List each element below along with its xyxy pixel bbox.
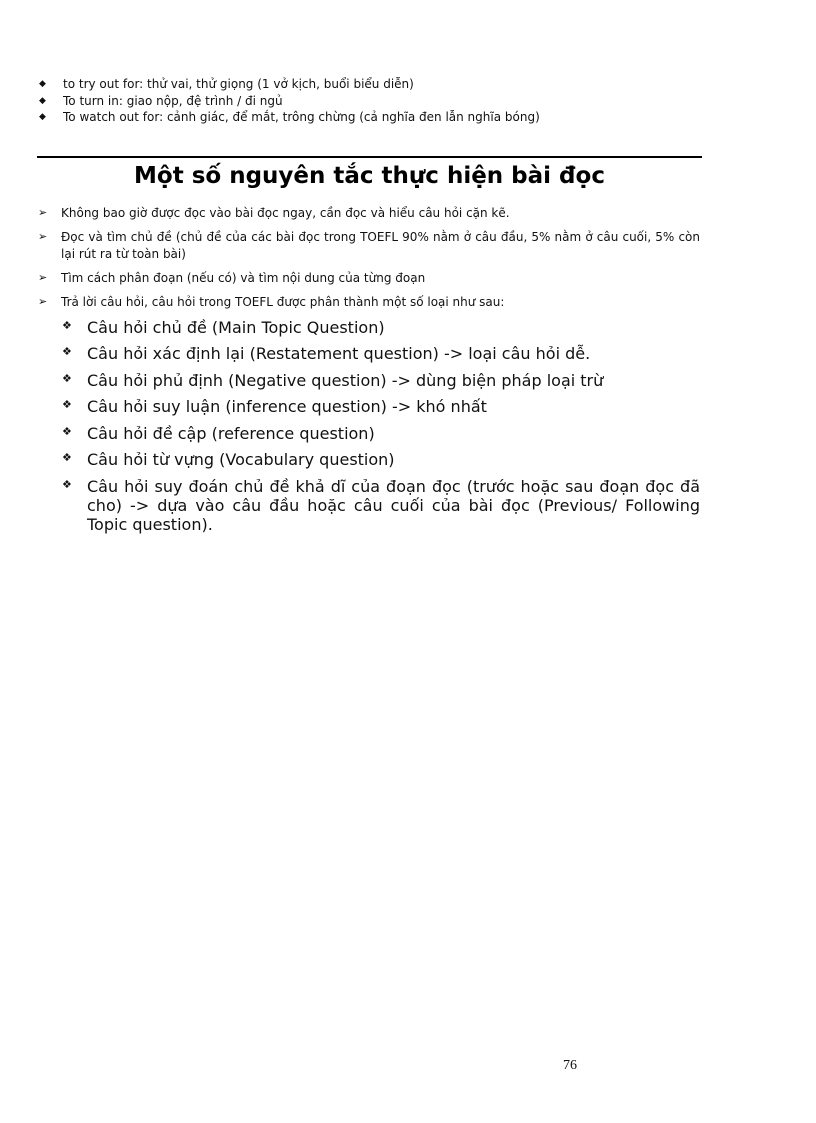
question-type-text: Câu hỏi phủ định (Negative question) -> dùng biện pháp loại trừ [87, 370, 604, 390]
arrow-bullet-icon: ➢ [38, 230, 48, 243]
question-type-text: Câu hỏi suy luận (inference question) -> khó nhất [87, 397, 487, 416]
list-item [38, 76, 718, 93]
section-divider [37, 156, 702, 158]
question-type-item [62, 318, 700, 337]
four-diamond-bullet-icon: ❖ [62, 398, 72, 411]
phrasal-verb-list [38, 76, 718, 126]
section-heading: Một số nguyên tắc thực hiện bài đọc [134, 163, 605, 189]
question-type-text: Câu hỏi suy đoán chủ đề khả dĩ của đoạn đọc (trước hoặc sau đoạn đọc đã cho) -> dựa vào câu đầu hoặc câu cuối của bài đọc (Previous/ Following Topic question). [87, 476, 700, 534]
four-diamond-bullet-icon: ❖ [62, 451, 72, 464]
four-diamond-bullet-icon: ❖ [62, 424, 72, 438]
rule-text: Không bao giờ được đọc vào bài đọc ngay, cần đọc và hiểu câu hỏi cặn kẽ. [61, 206, 510, 220]
question-type-item [62, 450, 700, 469]
four-diamond-bullet-icon: ❖ [62, 345, 72, 358]
list-item-text: To watch out for: cảnh giác, để mắt, trông chừng (cả nghĩa đen lẫn nghĩa bóng) [63, 110, 540, 124]
question-type-item [62, 424, 700, 443]
rule-text: Trả lời câu hỏi, câu hỏi trong TOEFL được phân thành một số loại như sau: [61, 294, 505, 309]
list-item-text: to try out for: thử vai, thử giọng (1 vở kịch, buổi biểu diễn) [63, 77, 414, 91]
four-diamond-bullet-icon: ❖ [62, 371, 72, 385]
arrow-bullet-icon: ➢ [38, 270, 48, 284]
arrow-bullet-icon: ➢ [38, 294, 48, 308]
question-type-item [62, 397, 700, 416]
question-type-text: Câu hỏi chủ đề (Main Topic Question) [87, 317, 385, 337]
question-type-text: Câu hỏi xác định lại (Restatement question) -> loại câu hỏi dễ. [87, 344, 591, 363]
question-type-item [62, 344, 700, 363]
rule-text: Đọc và tìm chủ đề (chủ đề của các bài đọc trong TOEFL 90% nằm ở câu đầu, 5% nằm ở câu cuối, 5% còn lại rút ra từ toàn bài) [61, 230, 700, 261]
list-item [38, 109, 718, 126]
reading-rules-list [38, 205, 700, 318]
diamond-bullet-icon: ◆ [39, 95, 46, 106]
rule-item [38, 229, 700, 262]
question-type-text: Câu hỏi đề cập (reference question) [87, 423, 375, 443]
question-type-item [62, 477, 700, 534]
list-item-text: To turn in: giao nộp, đệ trình / đi ngủ [63, 93, 283, 108]
rule-item [38, 270, 700, 287]
four-diamond-bullet-icon: ❖ [62, 318, 72, 332]
arrow-bullet-icon: ➢ [38, 206, 48, 219]
list-item [38, 93, 718, 110]
page-number: 76 [563, 1058, 577, 1073]
rule-text: Tìm cách phân đoạn (nếu có) và tìm nội dung của từng đoạn [61, 270, 426, 285]
question-type-text: Câu hỏi từ vựng (Vocabulary question) [87, 450, 395, 469]
rule-item [38, 205, 700, 222]
rule-item [38, 294, 700, 311]
diamond-bullet-icon: ◆ [39, 112, 46, 122]
four-diamond-bullet-icon: ❖ [62, 477, 72, 491]
question-type-item [62, 371, 700, 390]
diamond-bullet-icon: ◆ [39, 79, 46, 89]
question-type-list [38, 310, 700, 534]
